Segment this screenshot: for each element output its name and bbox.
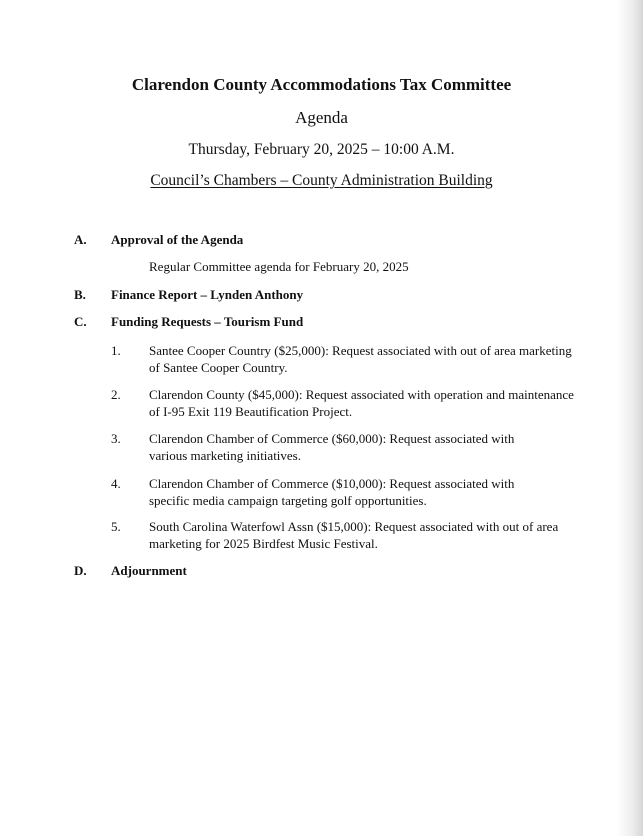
section-a-title: Approval of the Agenda bbox=[111, 232, 244, 247]
funding-item-number: 3. bbox=[111, 431, 121, 446]
funding-item-line: various marketing initiatives. bbox=[149, 448, 301, 463]
section-d-title: Adjournment bbox=[111, 563, 187, 578]
section-a-letter: A. bbox=[74, 232, 87, 247]
page-edge-shadow bbox=[617, 0, 643, 836]
document-type: Agenda bbox=[295, 108, 348, 127]
funding-item bbox=[149, 342, 589, 376]
section-b-title: Finance Report – Lynden Anthony bbox=[111, 287, 304, 302]
funding-item-number: 2. bbox=[111, 387, 121, 402]
funding-item-number: 5. bbox=[111, 519, 121, 534]
funding-item-number: 1. bbox=[111, 343, 121, 358]
meeting-location bbox=[0, 171, 643, 191]
funding-item-line: of I-95 Exit 119 Beautification Project. bbox=[149, 404, 353, 419]
meeting-location-text: Council’s Chambers – County Administration Building bbox=[150, 172, 493, 189]
funding-item-number: 4. bbox=[111, 476, 121, 491]
meeting-datetime: Thursday, February 20, 2025 – 10:00 A.M. bbox=[188, 141, 455, 158]
funding-item-line: South Carolina Waterfowl Assn ($15,000): Request associated with out of area bbox=[149, 519, 559, 534]
funding-item-line: Santee Cooper Country ($25,000): Request associated with out of area marketing bbox=[149, 343, 572, 358]
funding-item bbox=[149, 430, 589, 464]
committee-title: Clarendon County Accommodations Tax Committee bbox=[131, 75, 512, 94]
funding-item bbox=[149, 518, 589, 552]
funding-item-line: Clarendon County ($45,000): Request associated with operation and maintenance bbox=[149, 387, 574, 402]
funding-item-line: specific media campaign targeting golf opportunities. bbox=[149, 493, 427, 508]
section-c-title: Funding Requests – Tourism Fund bbox=[111, 314, 304, 329]
funding-item-line: marketing for 2025 Birdfest Music Festival. bbox=[149, 536, 378, 551]
section-b-letter: B. bbox=[74, 287, 86, 302]
funding-item-line: of Santee Cooper Country. bbox=[149, 360, 288, 375]
funding-item bbox=[149, 386, 589, 420]
section-c-letter: C. bbox=[74, 314, 87, 329]
section-d-letter: D. bbox=[74, 563, 87, 578]
funding-item bbox=[149, 475, 589, 509]
section-a-subtext: Regular Committee agenda for February 20, 2025 bbox=[149, 259, 409, 274]
funding-item-line: Clarendon Chamber of Commerce ($60,000): Request associated with bbox=[149, 431, 515, 446]
funding-item-line: Clarendon Chamber of Commerce ($10,000): Request associated with bbox=[149, 476, 515, 491]
